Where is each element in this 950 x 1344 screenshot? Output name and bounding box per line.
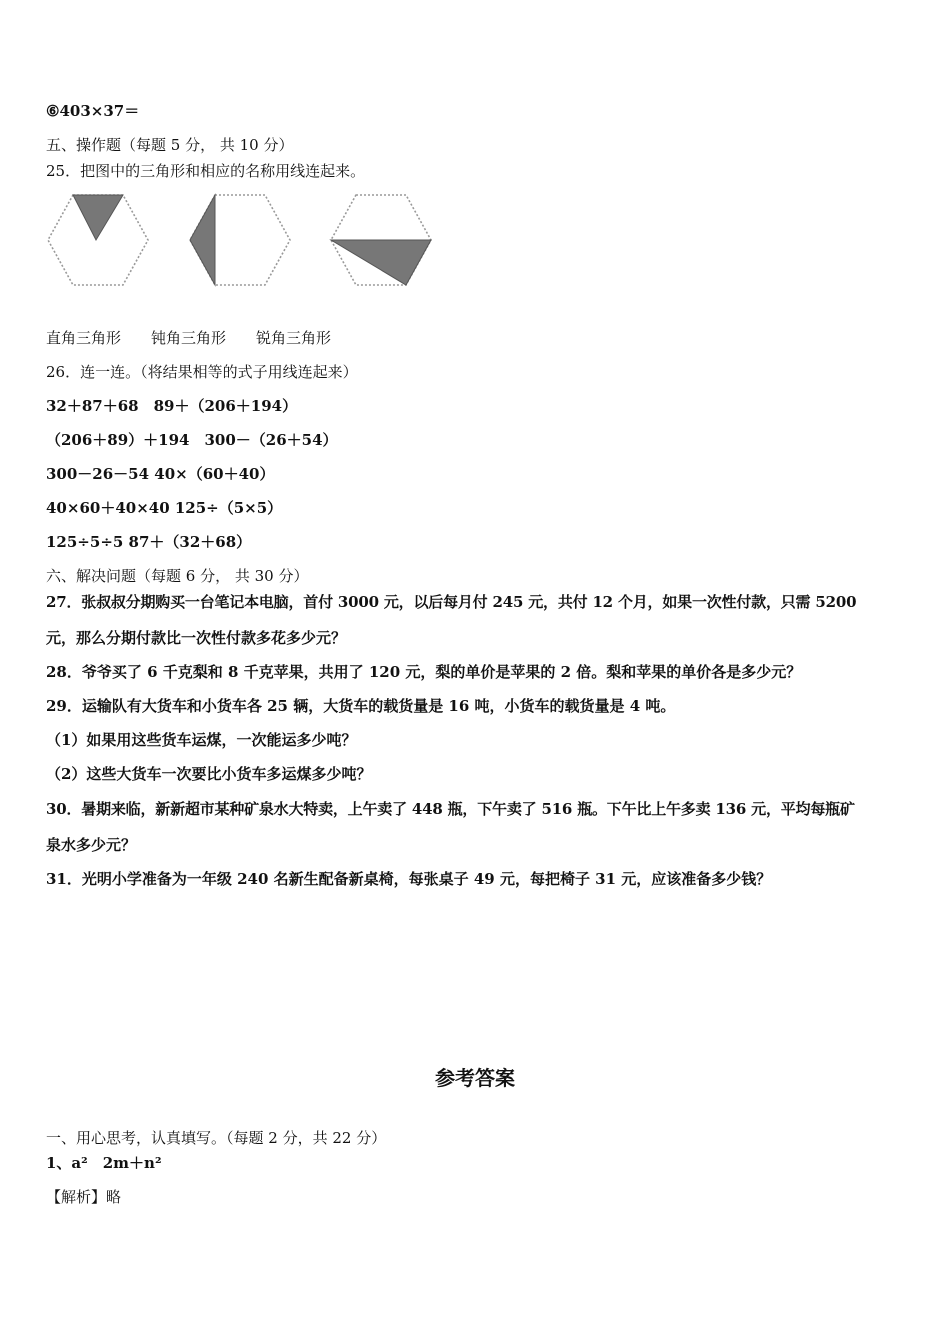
section-6-heading: 六、解决问题（每题 6 分， 共 30 分） — [46, 567, 309, 585]
expression-row-3: 300－26－54 40×（60＋40） — [46, 465, 275, 483]
calc-6: ⑥403×37＝ — [46, 102, 140, 120]
hexagon-figure-2 — [190, 195, 290, 285]
expression-row-2: （206＋89）＋194 300－（26＋54） — [46, 431, 338, 449]
hexagon-figures — [44, 190, 444, 290]
question-27-line-2: 元，那么分期付款比一次性付款多花多少元？ — [46, 629, 347, 647]
question-29: 29．运输队有大货车和小货车各 25 辆，大货车的载货量是 16 吨，小货车的载货量是 4 吨。 — [46, 697, 676, 715]
answer-1: 1、a² 2m＋n² — [46, 1154, 162, 1172]
question-29-part-1: （1）如果用这些货车运煤，一次能运多少吨？ — [46, 731, 357, 749]
answer-1-explanation: 【解析】略 — [46, 1188, 122, 1206]
expression-row-4: 40×60＋40×40 125÷（5×5） — [46, 499, 283, 517]
question-31: 31．光明小学准备为一年级 240 名新生配备新桌椅，每张桌子 49 元，每把椅子 31 元，应该准备多少钱？ — [46, 870, 772, 888]
question-29-part-2: （2）这些大货车一次要比小货车多运煤多少吨？ — [46, 765, 372, 783]
question-30-line-2: 泉水多少元？ — [46, 836, 137, 854]
expression-row-5: 125÷5÷5 87＋（32＋68） — [46, 533, 252, 551]
question-25: 25．把图中的三角形和相应的名称用线连起来。 — [46, 162, 366, 180]
answer-section-1-heading: 一、用心思考，认真填写。（每题 2 分，共 22 分） — [46, 1129, 387, 1147]
question-26: 26．连一连。（将结果相等的式子用线连起来） — [46, 363, 358, 381]
hexagon-figure-1 — [48, 195, 148, 285]
answer-key-title: 参考答案 — [435, 1066, 515, 1090]
section-5-heading: 五、操作题（每题 5 分， 共 10 分） — [46, 136, 294, 154]
question-28: 28．爷爷买了 6 千克梨和 8 千克苹果，共用了 120 元，梨的单价是苹果的 2 倍。梨和苹果的单价各是多少元？ — [46, 663, 802, 681]
expression-row-1: 32＋87＋68 89＋（206＋194） — [46, 397, 298, 415]
question-30-line-1: 30．暑期来临，新新超市某种矿泉水大特卖，上午卖了 448 瓶，下午卖了 516 瓶。下午比上午多卖 136 元，平均每瓶矿 — [46, 800, 855, 818]
question-27-line-1: 27．张叔叔分期购买一台笔记本电脑，首付 3000 元，以后每月付 245 元，共付 12 个月，如果一次性付款，只需 5200 — [46, 593, 857, 611]
hexagon-figure-3 — [331, 195, 431, 285]
triangle-names: 直角三角形 钝角三角形 锐角三角形 — [46, 329, 332, 347]
